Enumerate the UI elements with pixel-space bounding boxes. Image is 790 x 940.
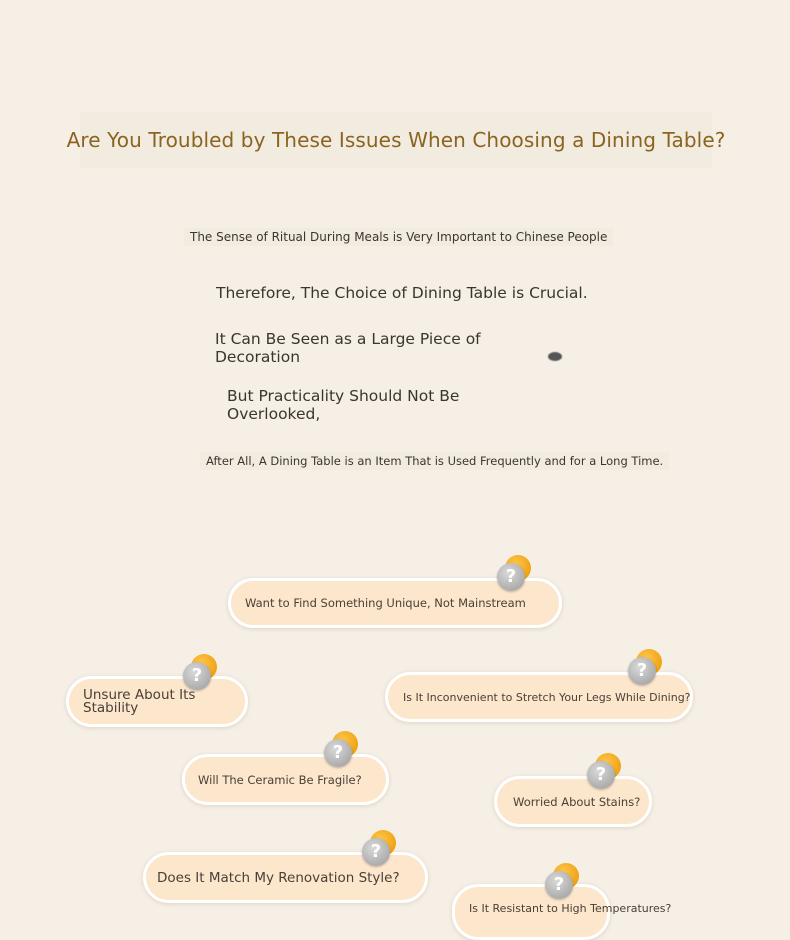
question-mark-icon: ? bbox=[362, 832, 396, 866]
question-text: Is It Resistant to High Temperatures? bbox=[469, 901, 672, 915]
intro-line-4b: Overlooked, bbox=[227, 405, 321, 423]
question-text: Want to Find Something Unique, Not Mainstream bbox=[245, 596, 526, 610]
intro-line-2: Therefore, The Choice of Dining Table is Crucial. bbox=[216, 284, 588, 302]
question-bubble-stability bbox=[66, 676, 248, 727]
intro-line-4a: But Practicality Should Not Be bbox=[227, 387, 460, 405]
question-text: Is It Inconvenient to Stretch Your Legs While Dining? bbox=[403, 690, 691, 704]
question-text: Worried About Stains? bbox=[513, 794, 641, 809]
question-mark-icon: ? bbox=[324, 733, 358, 767]
intro-line-3 bbox=[215, 330, 481, 366]
page-title: Are You Troubled by These Issues When Choosing a Dining Table? bbox=[80, 112, 712, 168]
question-bubble-temperature bbox=[452, 884, 672, 940]
question-mark-icon: ? bbox=[628, 651, 662, 685]
intro-line-3b: Decoration bbox=[215, 348, 301, 366]
question-bubble-stains bbox=[494, 776, 652, 827]
intro-line-5: After All, A Dining Table is an Item That is Used Frequently and for a Long Time. bbox=[200, 452, 669, 470]
question-mark-icon: ? bbox=[587, 755, 621, 789]
question-mark-icon: ? bbox=[183, 656, 217, 690]
question-text: Will The Ceramic Be Fragile? bbox=[198, 772, 362, 787]
question-text: Unsure About Its bbox=[83, 686, 196, 703]
question-text: Does It Match My Renovation Style? bbox=[157, 869, 400, 886]
question-mark-icon: ? bbox=[497, 557, 531, 591]
question-mark-icon: ? bbox=[545, 865, 579, 899]
question-text: Stability bbox=[83, 699, 139, 716]
intro-line-3a: It Can Be Seen as a Large Piece of bbox=[215, 330, 481, 348]
intro-line-1: The Sense of Ritual During Meals is Very Important to Chinese People bbox=[184, 228, 613, 246]
decorative-dot bbox=[548, 352, 562, 361]
intro-line-4 bbox=[227, 387, 459, 423]
